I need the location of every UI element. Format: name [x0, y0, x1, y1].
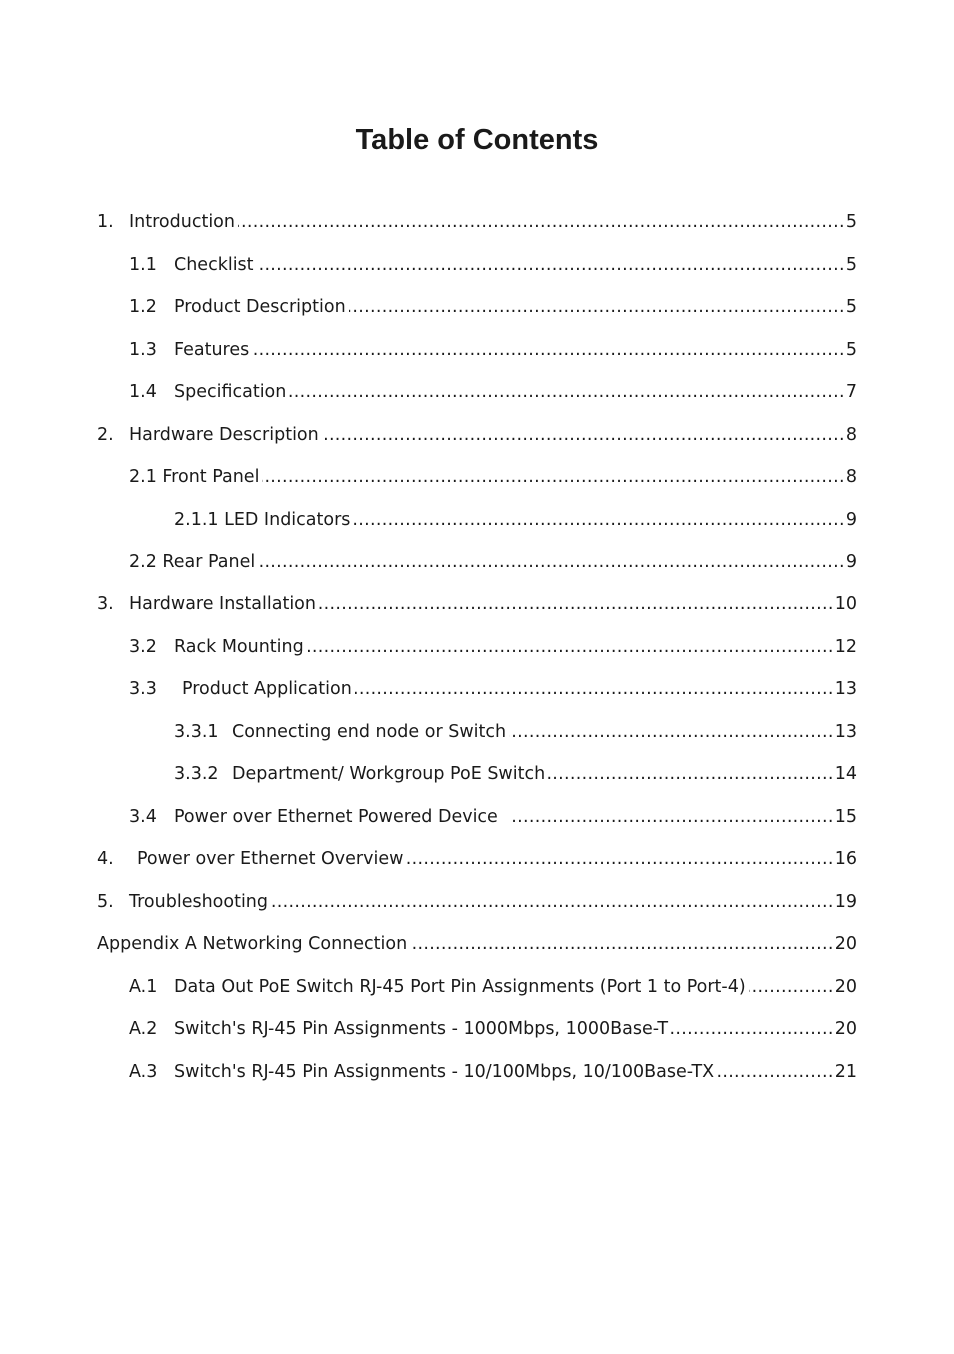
toc-entry-specification[interactable] — [0, 371, 954, 413]
toc-entry-page: 10 — [834, 594, 857, 615]
toc-entry-number: 1. — [97, 212, 114, 233]
toc-entry-hardware-installation[interactable] — [0, 583, 954, 625]
dot-leader — [252, 339, 845, 361]
toc-entry-title: Data Out PoE Switch RJ-45 Port Pin Assignments (Port 1 to Port-4) — [174, 976, 746, 997]
dot-leader — [512, 806, 834, 828]
toc-entry-page: 19 — [834, 891, 857, 912]
toc-entry-title: Connecting end node or Switch — [232, 721, 507, 742]
dot-leader — [406, 848, 833, 870]
toc-entry-page: 13 — [834, 721, 857, 742]
dot-leader — [410, 933, 834, 955]
toc-entry-page: 16 — [834, 849, 857, 870]
toc-entry-page: 13 — [834, 679, 857, 700]
toc-entry-page: 12 — [834, 636, 857, 657]
dot-leader — [355, 678, 834, 700]
dot-leader — [257, 254, 845, 276]
toc-entry-features[interactable] — [0, 328, 954, 370]
dot-leader — [509, 721, 834, 743]
toc-entry-troubleshooting[interactable] — [0, 881, 954, 923]
toc-entry-page: 15 — [834, 806, 857, 827]
toc-entry-front-panel[interactable] — [0, 456, 954, 498]
toc-entry-number: 2. — [97, 424, 114, 445]
toc-entry-title: 2.1.1 LED Indicators — [174, 509, 351, 530]
toc-entry-title: Introduction — [129, 212, 235, 233]
toc-entry-number: 1.1 — [129, 254, 157, 275]
toc-entry-page: 20 — [834, 976, 857, 997]
toc-entry-title: Power over Ethernet Powered Device — [174, 806, 498, 827]
toc-entry-page: 5 — [845, 339, 857, 360]
toc-entry-number: 3.3.1 — [174, 721, 219, 742]
toc-entry-number: 3.2 — [129, 636, 157, 657]
toc-entry-hardware-description[interactable] — [0, 413, 954, 455]
toc-entry-page: 20 — [834, 1019, 857, 1040]
toc-entry-introduction[interactable] — [0, 201, 954, 243]
toc-entry-a3-pin-assignments[interactable] — [0, 1050, 954, 1092]
toc-entry-number: A.1 — [129, 976, 158, 997]
toc-entry-a2-pin-assignments[interactable] — [0, 1008, 954, 1050]
toc-entry-product-application[interactable] — [0, 668, 954, 710]
toc-entry-department-workgroup[interactable] — [0, 753, 954, 795]
toc-entry-number: 4. — [97, 849, 114, 870]
toc-entry-a1-pin-assignments[interactable] — [0, 965, 954, 1007]
page-title: Table of Contents — [355, 124, 599, 156]
dot-leader — [258, 551, 845, 573]
toc-entry-title: Switch's RJ-45 Pin Assignments - 1000Mbps, 1000Base-T — [174, 1019, 669, 1040]
toc-entry-page: 5 — [845, 297, 857, 318]
toc-entry-title: 2.1 Front Panel — [129, 467, 260, 488]
dot-leader — [353, 509, 844, 531]
toc-entry-title: Specification — [174, 382, 287, 403]
toc-entry-number: 1.4 — [129, 382, 157, 403]
toc-entry-rack-mounting[interactable] — [0, 626, 954, 668]
toc-entry-page: 8 — [845, 424, 857, 445]
toc-entry-number: A.2 — [129, 1019, 158, 1040]
toc-entry-led-indicators[interactable] — [0, 498, 954, 540]
toc-entry-poe-overview[interactable] — [0, 838, 954, 880]
dot-leader — [289, 381, 845, 403]
toc-list — [0, 201, 954, 1093]
toc-entry-number: 3.4 — [129, 806, 157, 827]
toc-entry-page: 5 — [845, 254, 857, 275]
toc-entry-number: 1.3 — [129, 339, 157, 360]
dot-leader — [548, 763, 834, 785]
toc-entry-page: 5 — [845, 212, 857, 233]
toc-entry-number: A.3 — [129, 1061, 158, 1082]
toc-entry-number: 3.3.2 — [174, 764, 219, 785]
toc-entry-poe-powered-device[interactable] — [0, 796, 954, 838]
toc-entry-appendix-a[interactable] — [0, 923, 954, 965]
toc-entry-page: 7 — [845, 382, 857, 403]
toc-entry-product-description[interactable] — [0, 286, 954, 328]
toc-entry-rear-panel[interactable] — [0, 541, 954, 583]
toc-entry-connecting-end-node[interactable] — [0, 711, 954, 753]
dot-leader — [262, 466, 844, 488]
toc-entry-page: 9 — [845, 551, 857, 572]
dot-leader — [238, 211, 845, 233]
dot-leader — [717, 1061, 834, 1083]
toc-entry-title: Product Description — [174, 297, 346, 318]
toc-entry-title: Department/ Workgroup PoE Switch — [232, 764, 546, 785]
toc-entry-title: Troubleshooting — [129, 891, 269, 912]
toc-entry-title: Switch's RJ-45 Pin Assignments - 10/100Mbps, 10/100Base-TX — [174, 1061, 715, 1082]
toc-entry-number: 3. — [97, 594, 114, 615]
dot-leader — [319, 593, 834, 615]
toc-entry-title: Product Application — [182, 679, 352, 700]
toc-entry-title: Appendix A Networking Connection — [97, 934, 408, 955]
dot-leader — [307, 636, 834, 658]
dot-leader — [671, 1018, 834, 1040]
toc-entry-title: Features — [174, 339, 250, 360]
toc-entry-title: Hardware Description — [129, 424, 319, 445]
dot-leader — [749, 976, 834, 998]
dot-leader — [271, 891, 834, 913]
toc-entry-number: 1.2 — [129, 297, 157, 318]
toc-entry-title: Hardware Installation — [129, 594, 316, 615]
dot-leader — [349, 296, 845, 318]
dot-leader — [322, 424, 845, 446]
toc-entry-checklist[interactable] — [0, 243, 954, 285]
toc-entry-number: 3.3 — [129, 679, 157, 700]
toc-entry-page: 21 — [834, 1061, 857, 1082]
toc-entry-title: Rack Mounting — [174, 636, 304, 657]
toc-entry-page: 14 — [834, 764, 857, 785]
toc-entry-title: Power over Ethernet Overview — [137, 849, 404, 870]
toc-entry-page: 20 — [834, 934, 857, 955]
toc-entry-title: Checklist — [174, 254, 254, 275]
toc-entry-title: 2.2 Rear Panel — [129, 551, 256, 572]
toc-entry-number: 5. — [97, 891, 114, 912]
toc-entry-page: 9 — [845, 509, 857, 530]
toc-entry-page: 8 — [845, 467, 857, 488]
